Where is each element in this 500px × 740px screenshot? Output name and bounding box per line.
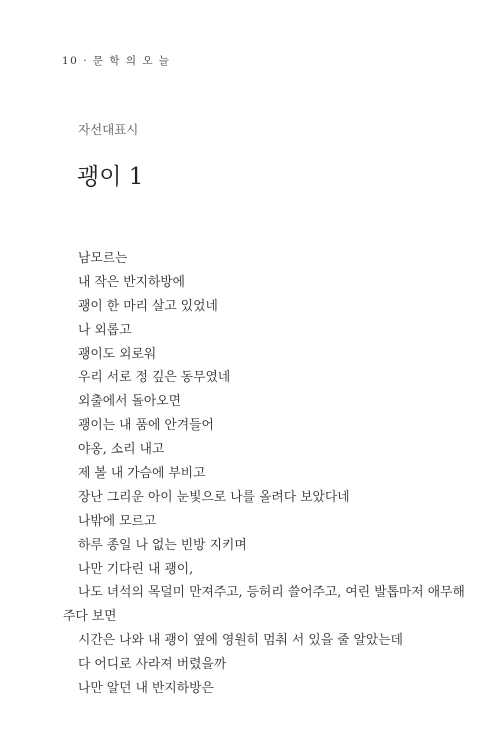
poem-line: 내 작은 반지하방에	[78, 274, 186, 290]
poem-line: 괭이도 외로워	[78, 346, 157, 362]
poem-line: 야옹, 소리 내고	[78, 442, 165, 458]
poem-line: 나만 기다린 내 괭이,	[78, 561, 194, 577]
poem-line: 제 볼 내 가슴에 부비고	[78, 466, 206, 482]
poem-line: 괭이는 내 품에 안겨들어	[78, 418, 214, 434]
poem-line: 외출에서 돌아오면	[78, 394, 181, 410]
running-head: 10 · 문 학 의 오 늘	[62, 55, 171, 67]
poem-line: 남모르는	[78, 251, 128, 266]
poem-line: 시간은 나와 내 괭이 옆에 영원히 멈춰 서 있을 줄 알았는데	[78, 633, 403, 649]
section-label: 자선대표시	[78, 122, 139, 137]
poem-title: 괭이 1	[77, 164, 144, 190]
poem-line-continuation: 주다 보면	[63, 609, 117, 625]
poem-line: 나만 알던 내 반지하방은	[78, 681, 214, 697]
poem-line: 나도 녀석의 목덜미 만져주고, 등허리 쓸어주고, 여린 발톱마저 애무해	[78, 585, 465, 601]
poem-body	[63, 247, 470, 701]
poem-line: 괭이 한 마리 살고 있었네	[78, 298, 218, 314]
poem-line: 장난 그리운 아이 눈빛으로 나를 올려다 보았다네	[78, 489, 350, 505]
poem-line: 우리 서로 정 깊은 동무였네	[78, 370, 231, 386]
poem-line: 나밖에 모르고	[78, 513, 157, 529]
poem-line: 하루 종일 나 없는 빈방 지키며	[78, 537, 247, 553]
poem-line: 다 어디로 사라져 버렸을까	[78, 657, 227, 673]
poem-line: 나 외롭고	[78, 322, 132, 338]
